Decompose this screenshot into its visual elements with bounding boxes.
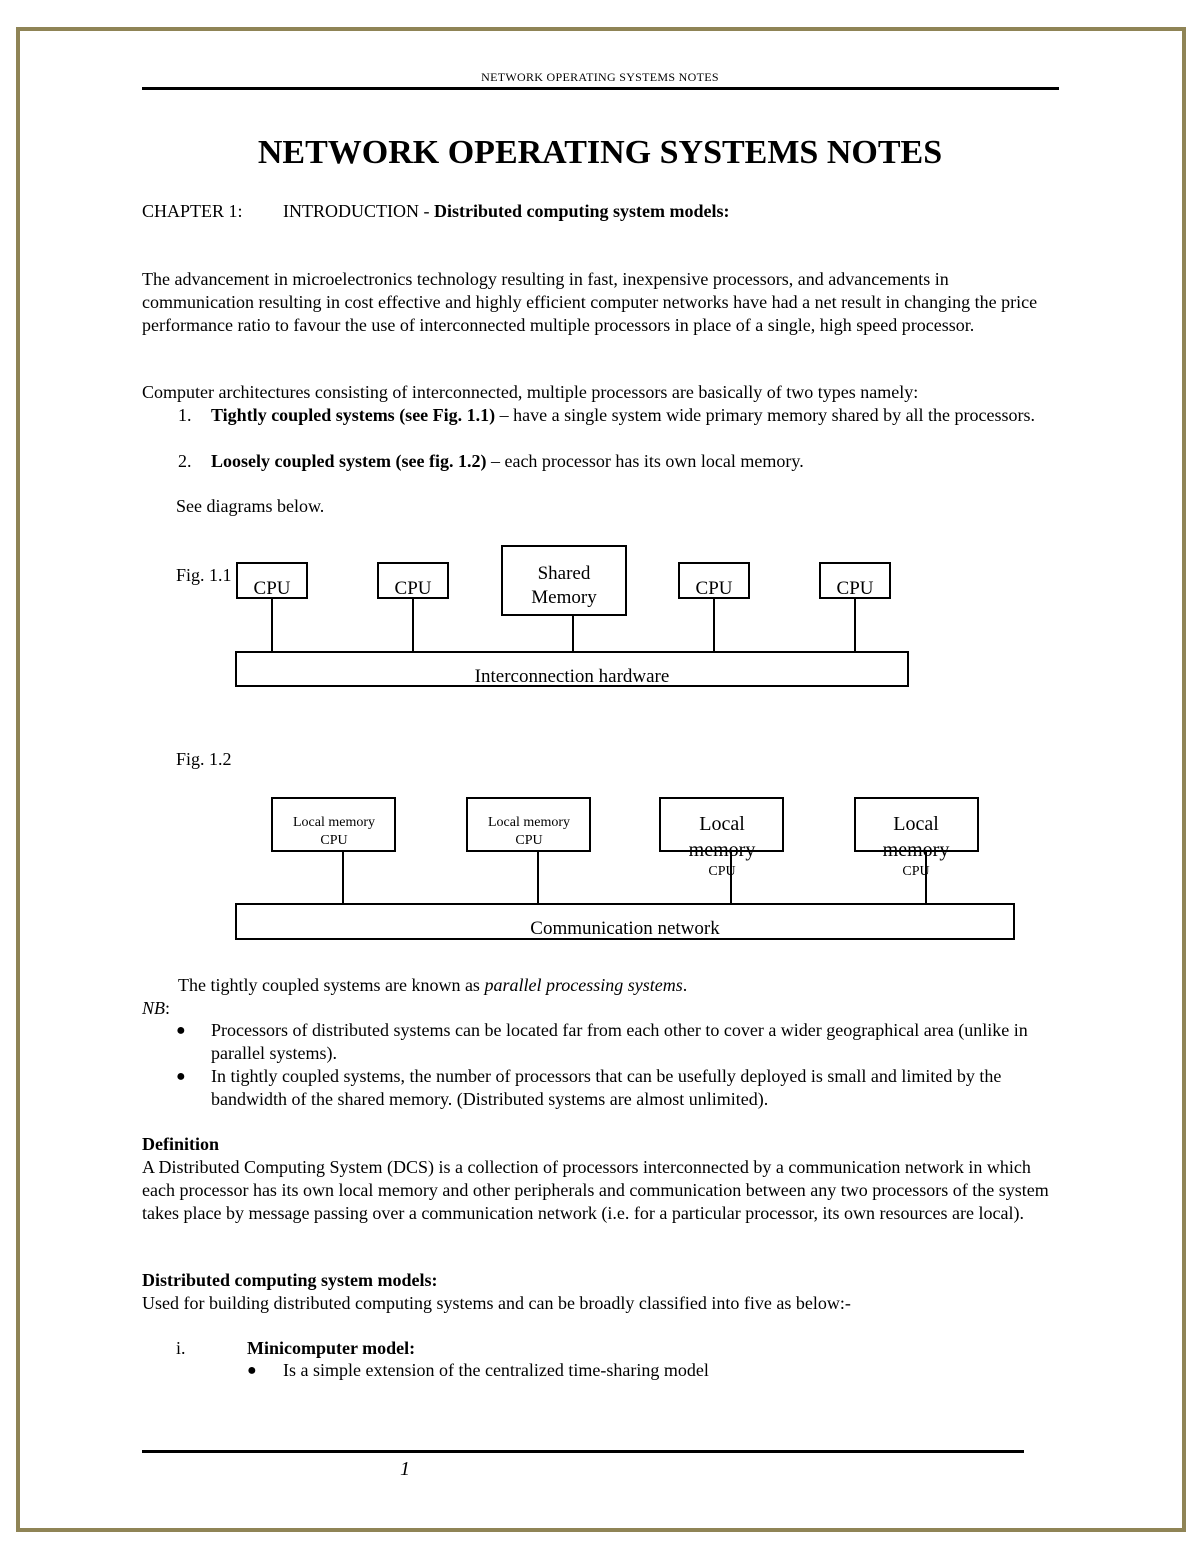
see-diagrams-note: See diagrams below.	[176, 496, 325, 516]
node-label: memory	[882, 839, 950, 861]
cpu-label: CPU	[836, 578, 874, 599]
running-header: NETWORK OPERATING SYSTEMS NOTES	[481, 70, 719, 84]
list-item-text: – each processor has its own local memory.	[486, 451, 804, 471]
nb-bullet-item: In tightly coupled systems, the number of processors that can be usefully deployed is small and limited by the bandwidth of the shared memory. (Distributed systems are almost unlimited).	[211, 1066, 1002, 1109]
chapter-label: CHAPTER 1:	[142, 201, 243, 221]
list-item-text: – have a single system wide primary memory shared by all the processors.	[495, 405, 1036, 425]
bullet-icon: ●	[247, 1362, 257, 1379]
node-label: Local memory	[487, 815, 571, 830]
document-title: NETWORK OPERATING SYSTEMS NOTES	[257, 134, 943, 171]
footer-rule	[142, 1450, 1024, 1453]
nb-bullet-item: Processors of distributed systems can be located far from each other to cover a wider geographical area (unlike in parallel systems).	[211, 1020, 1028, 1063]
models-text: Used for building distributed computing systems and can be broadly classified into five as below:-	[142, 1293, 851, 1313]
parallel-note-term: parallel processing systems	[484, 975, 683, 995]
chapter-name: INTRODUCTION	[283, 201, 419, 221]
nb-colon: :	[165, 998, 171, 1018]
model-bullet-item: Is a simple extension of the centralized time-sharing model	[283, 1360, 709, 1380]
bus-label: Communication network	[530, 918, 720, 939]
page-number: 1	[400, 1458, 410, 1480]
parallel-note-end: .	[682, 975, 688, 995]
node-label: Local memory	[292, 815, 376, 830]
cpu-label: CPU	[253, 578, 291, 599]
list-number: 1.	[178, 405, 192, 425]
models-heading: Distributed computing system models:	[142, 1270, 438, 1290]
node-label: Local	[699, 813, 745, 835]
list-item-term: Tightly coupled systems (see Fig. 1.1)	[211, 405, 496, 425]
fig2-label: Fig. 1.2	[176, 749, 232, 769]
chapter-separator: -	[423, 201, 430, 221]
fig1-label: Fig. 1.1	[176, 565, 232, 585]
shared-memory-label: Shared	[537, 563, 591, 584]
definition-text: A Distributed Computing System (DCS) is a collection of processors interconnected by a communication network in which each processor has its own local memory and other peripherals and communication between any two processors of the system takes place by message passing over a communication network (i.e. for a particular processor, its own resources are local).	[142, 1157, 1049, 1223]
node-label: CPU	[515, 833, 543, 848]
nb-label	[142, 997, 170, 1020]
nb-text: NB	[142, 998, 166, 1018]
definition-heading: Definition	[142, 1134, 220, 1154]
list-item-term: Loosely coupled system (see fig. 1.2)	[211, 451, 487, 471]
parallel-note-lead: The tightly coupled systems are known as	[178, 975, 485, 995]
bullet-icon: ●	[176, 1022, 186, 1039]
model-number: i.	[176, 1338, 186, 1358]
intro-paragraph: The advancement in microelectronics technology resulting in fast, inexpensive processors, and advancements in communication resulting in cost effective and highly efficient computer networks have had a net result in changing the price performance ratio to favour the use of interconnected multiple processors in place of a single, high speed processor.	[142, 269, 1038, 335]
bullet-icon: ●	[176, 1068, 186, 1085]
bus-label: Interconnection hardware	[474, 666, 670, 687]
node-label: memory	[688, 839, 756, 861]
cpu-label: CPU	[394, 578, 432, 599]
node-label: CPU	[320, 833, 348, 848]
model-title: Minicomputer model:	[247, 1338, 416, 1358]
parallel-note	[178, 974, 687, 997]
chapter-topic: Distributed computing system models:	[433, 201, 730, 221]
shared-memory-label: Memory	[531, 587, 597, 608]
node-label: CPU	[708, 864, 736, 879]
node-label: CPU	[902, 864, 930, 879]
node-label: Local	[893, 813, 939, 835]
cpu-label: CPU	[695, 578, 733, 599]
list-number: 2.	[178, 451, 192, 471]
architectures-lead: Computer architectures consisting of interconnected, multiple processors are basically of two types namely:	[142, 382, 919, 402]
